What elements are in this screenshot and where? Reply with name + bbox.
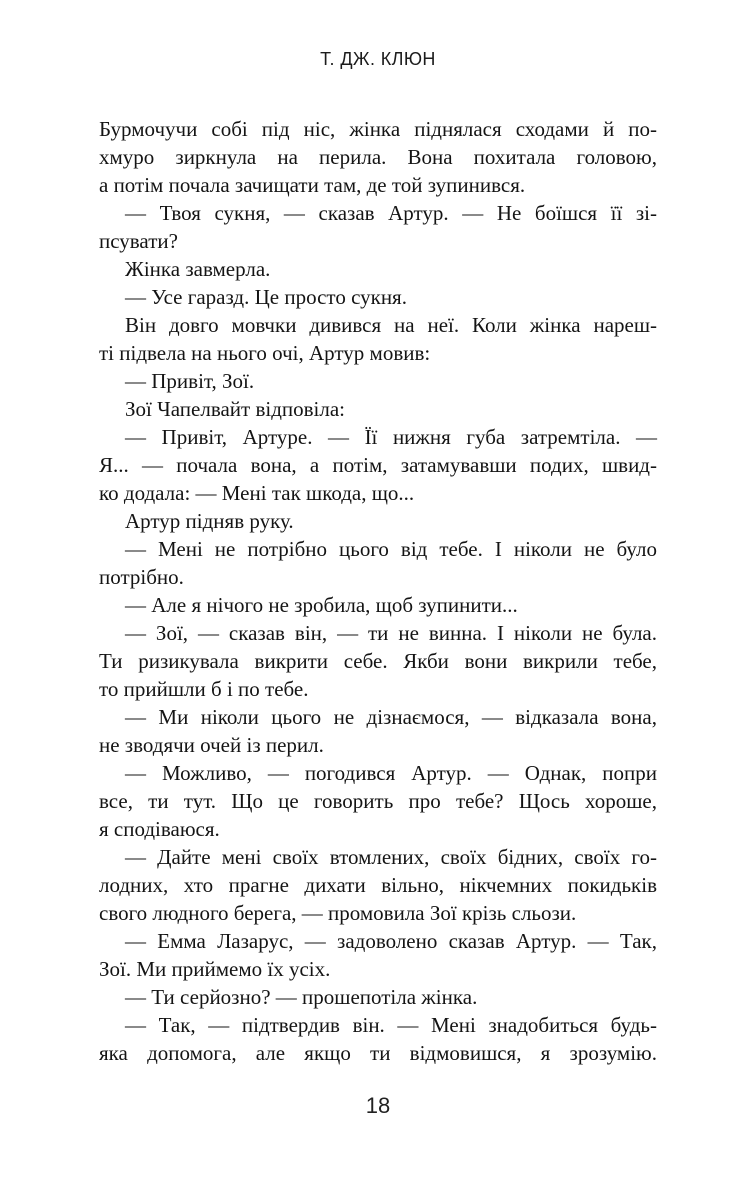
text-line: Він довго мовчки дивився на неї. Коли жінка нареш- bbox=[125, 313, 657, 337]
text-line: — Так, — підтвердив він. — Мені знадобиться будь- bbox=[125, 1013, 657, 1037]
text-line: Зої. Ми приймемо їх усіх. bbox=[99, 957, 331, 981]
text-line: яка допомога, але якщо ти відмовишся, я зрозумію. bbox=[99, 1041, 657, 1065]
text-line: то прийшли б і по тебе. bbox=[99, 677, 309, 701]
text-line: ті підвела на нього очі, Артур мовив: bbox=[99, 341, 431, 365]
text-line: — Емма Лазарус, — задоволено сказав Артур. — Так, bbox=[125, 929, 657, 953]
text-line: хмуро зиркнула на перила. Вона похитала головою, bbox=[99, 145, 657, 169]
text-line: свого людного берега, — промовила Зої крізь сльози. bbox=[99, 901, 577, 925]
text-line: — Усе гаразд. Це просто сукня. bbox=[125, 285, 407, 309]
text-line: ко додала: — Мені так шкода, що... bbox=[99, 481, 415, 505]
text-line: лодних, хто прагне дихати вільно, нікчемних покидьків bbox=[99, 873, 657, 897]
text-line: не зводячи очей із перил. bbox=[99, 733, 324, 757]
text-line: псувати? bbox=[99, 229, 178, 253]
text-line: все, ти тут. Що це говорить про тебе? Щось хороше, bbox=[99, 789, 657, 813]
text-line: — Ми ніколи цього не дізнаємося, — відказала вона, bbox=[125, 705, 657, 729]
text-line: — Але я нічого не зробила, щоб зупинити... bbox=[125, 593, 518, 617]
text-line: потрібно. bbox=[99, 565, 184, 589]
text-line: — Мені не потрібно цього від тебе. І ніколи не було bbox=[125, 537, 657, 561]
text-line: а потім почала зачищати там, де той зупинився. bbox=[99, 173, 526, 197]
text-line: — Твоя сукня, — сказав Артур. — Не боїшся її зі- bbox=[125, 201, 657, 225]
text-line: — Зої, — сказав він, — ти не винна. І ніколи не була. bbox=[125, 621, 657, 645]
text-line: — Привіт, Зої. bbox=[125, 369, 255, 393]
text-line: Ти ризикувала викрити себе. Якби вони викрили тебе, bbox=[99, 649, 657, 673]
text-block bbox=[99, 115, 657, 1067]
text-line: — Дайте мені своїх втомлених, своїх бідних, своїх го- bbox=[125, 845, 657, 869]
text-line: Бурмочучи собі під ніс, жінка піднялася сходами й по- bbox=[99, 117, 657, 141]
text-line: — Можливо, — погодився Артур. — Однак, попри bbox=[125, 761, 657, 785]
text-line: Жінка завмерла. bbox=[125, 257, 271, 281]
page-number: 18 bbox=[365, 1093, 391, 1118]
text-line: Артур підняв руку. bbox=[125, 509, 294, 533]
text-line: Я... — почала вона, а потім, затамувавши подих, швид- bbox=[99, 453, 657, 477]
text-line: — Ти серйозно? — прошепотіла жінка. bbox=[125, 985, 478, 1009]
running-header: Т. ДЖ. КЛЮН bbox=[320, 49, 436, 69]
text-line: — Привіт, Артуре. — Її нижня губа затремтіла. — bbox=[125, 425, 657, 449]
text-line: я сподіваюся. bbox=[99, 817, 220, 841]
text-line: Зої Чапелвайт відповіла: bbox=[125, 397, 346, 421]
